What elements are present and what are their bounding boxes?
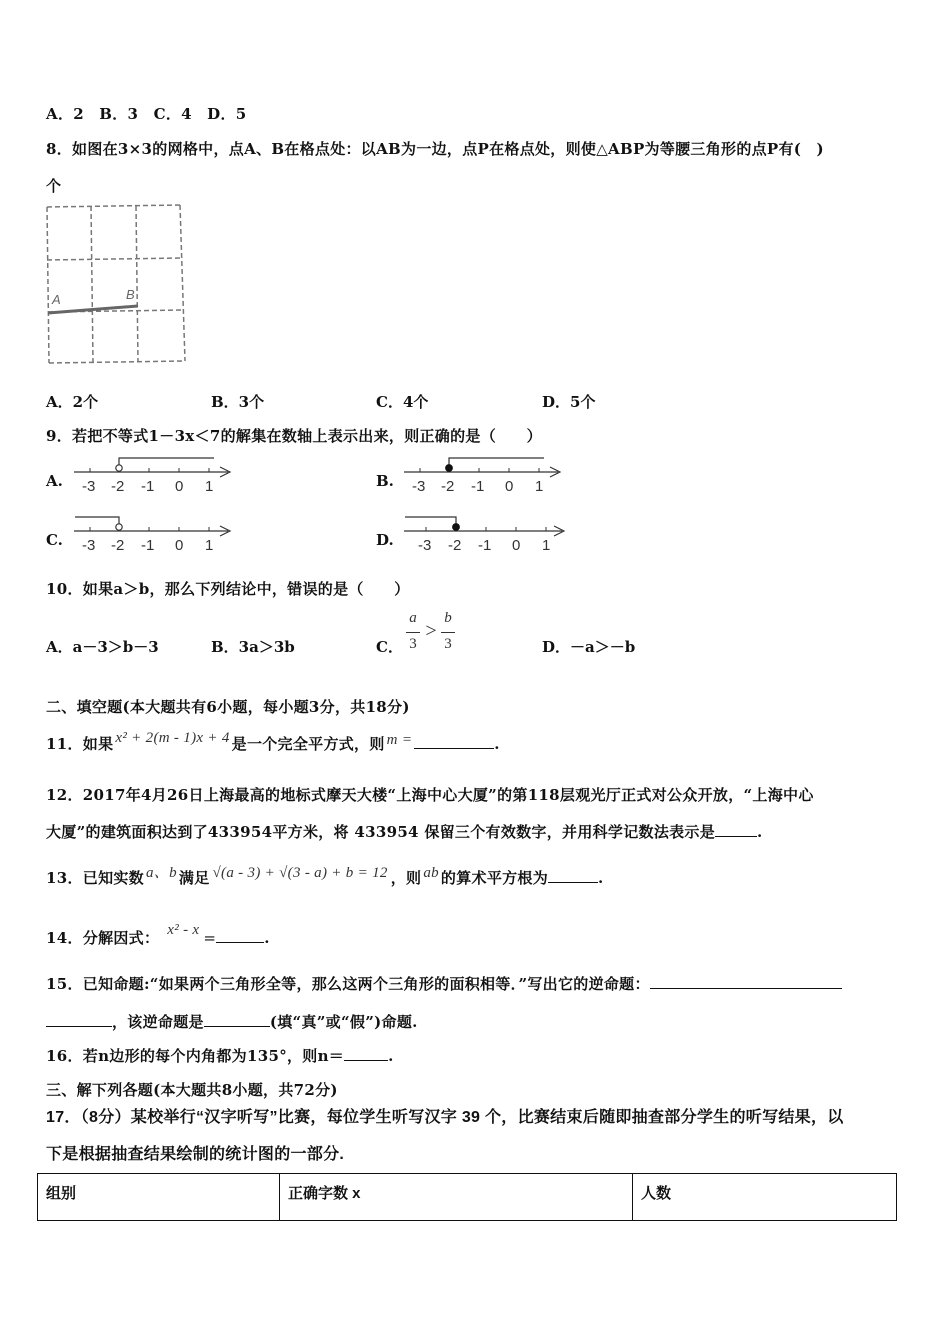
tick-m2: -2 bbox=[448, 537, 462, 554]
q13 bbox=[46, 867, 604, 888]
q14-end: . bbox=[264, 929, 270, 947]
q9-numberline-d bbox=[400, 513, 575, 555]
tick-m3: -3 bbox=[412, 478, 426, 495]
q17-line2: 下是根据抽查结果绘制的统计图的一部分. bbox=[46, 1146, 345, 1163]
q9-numberline-a bbox=[70, 454, 240, 496]
frac-a-den: 3 bbox=[409, 636, 417, 652]
q8-option-b[interactable]: B．3个 bbox=[211, 393, 265, 411]
label-a: A bbox=[52, 292, 61, 307]
q15-converse-blank[interactable] bbox=[650, 974, 842, 989]
tick-1: 1 bbox=[542, 537, 551, 554]
q13-expr: √(a - 3) + √(3 - a) + b = 12 bbox=[212, 865, 388, 881]
q13-ab: ab bbox=[423, 865, 439, 881]
q9-option-c-label[interactable]: C. bbox=[46, 531, 63, 549]
tick-m1: -1 bbox=[471, 478, 485, 495]
q13-mid2: ，则 bbox=[390, 869, 422, 887]
frac-b-bar bbox=[441, 632, 455, 633]
q16-answer-blank[interactable] bbox=[344, 1046, 388, 1061]
table-header-row bbox=[38, 1174, 897, 1221]
q14 bbox=[46, 922, 270, 948]
q10-option-c[interactable]: C． bbox=[376, 638, 403, 656]
q11-m-eq: m = bbox=[386, 732, 413, 748]
q8-option-c[interactable]: C．4个 bbox=[376, 393, 429, 411]
frac-gt: > bbox=[425, 620, 437, 642]
q15-line2-a: ，该逆命题是 bbox=[112, 1013, 204, 1031]
q9-stem: 9．若把不等式1－3x＜7的解集在数轴上表示出来，则正确的是（ ） bbox=[46, 427, 542, 445]
q9-option-a-label[interactable]: A. bbox=[46, 472, 63, 490]
q10-stem: 10．如果a＞b，那么下列结论中，错误的是（ ） bbox=[46, 580, 410, 598]
q15-line1-text: 15．已知命题:“如果两个三角形全等，那么这两个三角形的面积相等．”写出它的逆命题： bbox=[46, 975, 650, 993]
q12-line2-text: 大厦”的建筑面积达到了433954平方米，将 433954 保留三个有效数字，并用科学记数法表示是 bbox=[46, 823, 716, 841]
q15-line2-b: (填“真”或“假”)命题. bbox=[269, 1013, 418, 1031]
q10-option-a[interactable]: A．a－3＞b－3 bbox=[46, 638, 159, 656]
q15-converse-blank-cont[interactable] bbox=[46, 1012, 112, 1027]
q11-mid: 是一个完全平方式，则 bbox=[231, 735, 385, 753]
q11-end: . bbox=[494, 735, 500, 753]
tick-0: 0 bbox=[512, 537, 521, 554]
table-header-group: 组别 bbox=[38, 1174, 280, 1221]
q12-answer-blank[interactable] bbox=[715, 822, 757, 837]
q14-prefix: 14．分解因式： bbox=[46, 929, 160, 947]
tick-0: 0 bbox=[175, 478, 184, 495]
q14-eq: = bbox=[203, 929, 217, 947]
q16-text: 16．若n边形的每个内角都为135°，则n＝ bbox=[46, 1047, 345, 1065]
q8-option-d[interactable]: D．5个 bbox=[542, 393, 596, 411]
q15-line1 bbox=[46, 973, 842, 994]
q13-end: . bbox=[598, 869, 604, 887]
q9-numberline-c bbox=[70, 513, 240, 555]
q11-answer-blank[interactable] bbox=[414, 734, 494, 749]
frac-a-num: a bbox=[409, 610, 417, 626]
q13-prefix: 13．已知实数 bbox=[46, 869, 144, 887]
q14-answer-blank[interactable] bbox=[216, 928, 264, 943]
q12-line1: 12．2017年4月26日上海最高的地标式摩天大楼“上海中心大厦”的第118层观光厅正式对公众开放，“上海中心 bbox=[46, 786, 814, 804]
frac-b-den: 3 bbox=[444, 636, 452, 652]
q15-truth-blank[interactable] bbox=[204, 1012, 270, 1027]
table-header-people: 人数 bbox=[633, 1174, 897, 1221]
q9-option-b-label[interactable]: B. bbox=[376, 472, 394, 490]
table-header-correct-count: 正确字数 x bbox=[280, 1174, 633, 1221]
section2-heading: 二、填空题(本大题共有6小题，每小题3分，共18分) bbox=[46, 698, 410, 716]
q8-stem-cont: 个 bbox=[46, 177, 62, 195]
q11-expr: x² + 2(m - 1)x + 4 bbox=[115, 730, 230, 746]
q8-stem: 8．如图在3×3的网格中，点A、B在格点处：以AB为一边，点P在格点处，则使△ABP为等腰三角形的点P有( ) bbox=[46, 140, 824, 158]
tick-m1: -1 bbox=[478, 537, 492, 554]
tick-m1: -1 bbox=[141, 537, 155, 554]
q14-expr: x² - x bbox=[167, 922, 200, 938]
q16-end: . bbox=[388, 1047, 394, 1065]
q13-suffix: 的算术平方根为 bbox=[440, 869, 549, 887]
q12-end: . bbox=[757, 823, 763, 841]
frac-a-bar bbox=[406, 632, 420, 633]
q8-option-a[interactable]: A．2个 bbox=[46, 393, 99, 411]
q16 bbox=[46, 1045, 394, 1066]
q7-options: A．2 B．3 C．4 D．5 bbox=[46, 105, 247, 123]
tick-m3: -3 bbox=[82, 537, 96, 554]
frac-b-num: b bbox=[444, 610, 452, 626]
tick-m2: -2 bbox=[111, 537, 125, 554]
q12-line2 bbox=[46, 821, 763, 842]
q11 bbox=[46, 730, 500, 754]
q9-option-d-label[interactable]: D. bbox=[376, 531, 394, 549]
label-b: B bbox=[126, 287, 135, 302]
q11-prefix: 11．如果 bbox=[46, 735, 114, 753]
tick-m2: -2 bbox=[111, 478, 125, 495]
q17-line1: 17．（8分）某校举行“汉字听写”比赛，每位学生听写汉字 39 个，比赛结束后随即抽查部分学生的听写结果，以 bbox=[46, 1109, 844, 1126]
q10-option-b[interactable]: B．3a＞3b bbox=[211, 638, 295, 656]
tick-1: 1 bbox=[205, 537, 214, 554]
tick-1: 1 bbox=[535, 478, 544, 495]
tick-m3: -3 bbox=[418, 537, 432, 554]
tick-0: 0 bbox=[175, 537, 184, 554]
tick-m3: -3 bbox=[82, 478, 96, 495]
tick-1: 1 bbox=[205, 478, 214, 495]
q9-numberline-b bbox=[400, 454, 570, 496]
q13-vars: a、b bbox=[145, 865, 177, 881]
q10-option-d[interactable]: D．－a＞－b bbox=[542, 638, 636, 656]
section3-heading: 三、解下列各题(本大题共8小题，共72分) bbox=[46, 1081, 338, 1099]
q17-table bbox=[37, 1173, 897, 1221]
q13-mid: 满足 bbox=[178, 869, 210, 887]
q13-answer-blank[interactable] bbox=[548, 868, 598, 883]
tick-m1: -1 bbox=[141, 478, 155, 495]
tick-m2: -2 bbox=[441, 478, 455, 495]
q15-line2 bbox=[46, 1011, 418, 1032]
tick-0: 0 bbox=[505, 478, 514, 495]
q8-grid-figure bbox=[40, 200, 190, 370]
q10-option-c-fraction bbox=[405, 610, 465, 658]
